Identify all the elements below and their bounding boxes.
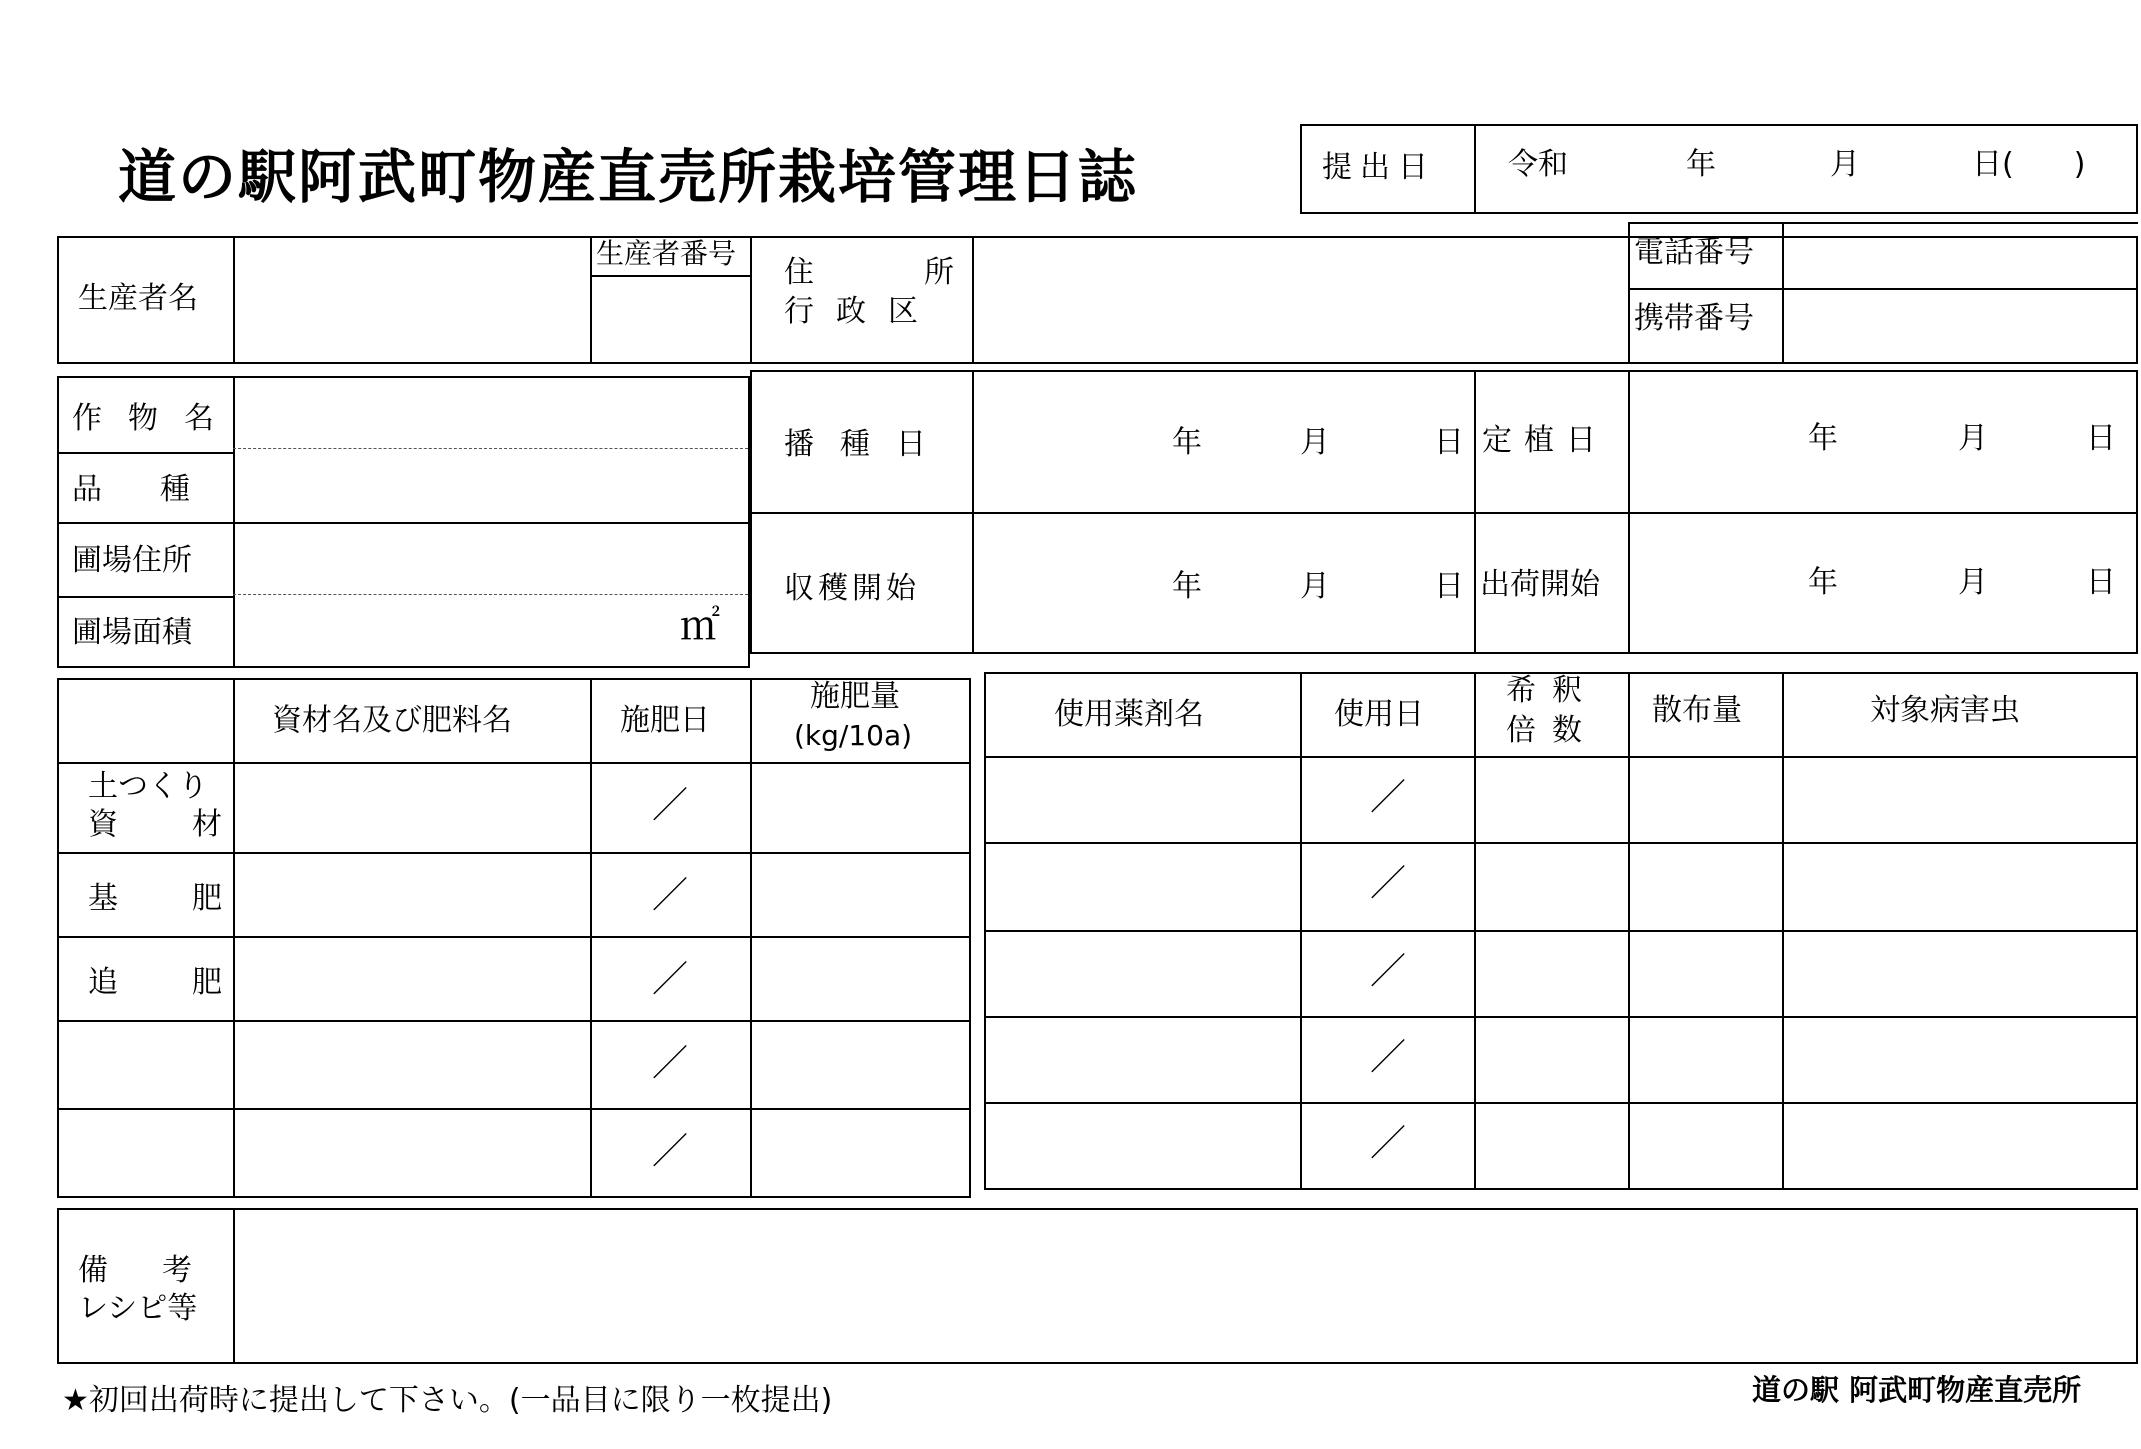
spray-amount-cell[interactable] [1631,1106,1780,1186]
fertilizer-date-slash: ／ [652,959,689,1000]
pesticide-date-cell[interactable] [1303,760,1472,840]
dilution-cell[interactable] [1477,1020,1626,1102]
pesticide-date-slash: ／ [1370,951,1407,992]
dilution-cell[interactable] [1477,934,1626,1016]
fertilizer-row-sublabel: 資 材 [88,807,244,842]
pesticide-name-cell[interactable] [987,934,1298,1016]
fertilizer-date-cell[interactable] [593,856,748,934]
fertilizer-material-cell[interactable] [236,940,588,1018]
spray-amount-cell[interactable] [1631,1020,1780,1102]
fertilizer-row-label: 追 肥 [88,965,244,1000]
organization-name: 道の駅 阿武町物産直売所 [1752,1373,2082,1407]
submit-year-label: 年 [1686,147,1716,182]
planting-date-field[interactable] [1631,374,2135,510]
producer-number-field[interactable] [593,278,748,362]
shipping-start-field[interactable] [1631,516,2135,652]
target-pest-header: 対象病害虫 [1870,693,2020,728]
planting-year-label: 年 [1808,421,1838,456]
planting-label: 定植日 [1482,423,1608,458]
dilution-cell[interactable] [1477,760,1626,840]
submission-note: ★初回出荷時に提出して下さい。(一品目に限り一枚提出) [62,1383,833,1418]
dilution-header: 希釈 [1506,673,1598,708]
submit-month-label: 月 [1830,147,1860,182]
fertilizer-row-label: 基 肥 [88,881,244,916]
page-title: 道の駅阿武町物産直売所栽培管理日誌 [118,143,1139,211]
pesticide-date-slash: ／ [1370,777,1407,818]
pesticide-name-cell[interactable] [987,1106,1298,1186]
fertilizer-material-header: 資材名及び肥料名 [272,703,512,738]
fertilizer-date-slash: ／ [652,1043,689,1084]
crop-name-label: 作物名 [72,401,240,436]
field-address-field[interactable] [236,526,748,592]
fertilizer-date-slash: ／ [652,875,689,916]
dilution-cell[interactable] [1477,1106,1626,1186]
fertilizer-date-slash: ／ [652,1131,689,1172]
shipping-month-label: 月 [1958,565,1988,600]
producer-name-field[interactable] [236,240,588,362]
sowing-label: 播種日 [784,427,952,462]
spray-amount-cell[interactable] [1631,760,1780,840]
shipping-year-label: 年 [1808,565,1838,600]
pesticide-date-cell[interactable] [1303,846,1472,928]
fertilizer-amount-header: 施肥量 [810,679,900,714]
variety-label: 品 種 [72,472,204,507]
submit-date-label: 提出日 [1322,150,1436,185]
dilution-ratio-header: 倍数 [1506,713,1598,748]
phone-label: 電話番号 [1634,235,1754,270]
planting-day-label: 日 [2086,421,2116,456]
harvest-start-label: 収穫開始 [784,571,920,606]
producer-name-label: 生産者名 [78,281,198,316]
mobile-field[interactable] [1785,291,2135,361]
fertilizer-amount-cell[interactable] [753,766,968,850]
target-pest-cell[interactable] [1785,760,2135,840]
fertilizer-material-cell[interactable] [236,766,588,850]
fertilizer-date-cell[interactable] [593,1024,748,1106]
pesticide-name-cell[interactable] [987,846,1298,928]
field-area-field[interactable] [236,598,676,664]
fertilizer-date-cell[interactable] [593,1112,748,1196]
phone-field[interactable] [1785,225,2135,285]
field-area-label: 圃場面積 [72,615,192,650]
pesticide-date-slash: ／ [1370,863,1407,904]
sowing-date-field[interactable] [975,374,1471,510]
producer-number-label: 生産者番号 [596,237,737,270]
planting-month-label: 月 [1958,421,1988,456]
fertilizer-date-header: 施肥日 [620,703,710,738]
variety-field[interactable] [236,452,748,520]
spray-amount-cell[interactable] [1631,934,1780,1016]
fertilizer-amount-cell[interactable] [753,856,968,934]
fertilizer-material-cell[interactable] [236,1112,588,1196]
pesticide-date-cell[interactable] [1303,1020,1472,1102]
pesticide-name-cell[interactable] [987,760,1298,840]
pesticide-name-cell[interactable] [987,1020,1298,1102]
pesticide-date-header: 使用日 [1334,697,1424,732]
target-pest-cell[interactable] [1785,1106,2135,1186]
spray-amount-header: 散布量 [1652,693,1742,728]
target-pest-cell[interactable] [1785,934,2135,1016]
fertilizer-date-slash: ／ [652,785,689,826]
field-address-label: 圃場住所 [72,543,192,578]
fertilizer-amount-unit: (kg/10a) [794,719,913,752]
fertilizer-amount-cell[interactable] [753,1024,968,1106]
fertilizer-material-cell[interactable] [236,856,588,934]
remarks-field[interactable] [236,1212,2134,1360]
fertilizer-row-label-field[interactable] [60,1112,230,1196]
recipe-label: レシピ等 [78,1291,198,1326]
fertilizer-amount-cell[interactable] [753,940,968,1018]
target-pest-cell[interactable] [1785,846,2135,928]
address-field[interactable] [975,240,1625,362]
dilution-cell[interactable] [1477,846,1626,928]
era-label: 令和 [1508,147,1568,182]
remarks-label: 備 考 [78,1253,204,1288]
fertilizer-row-label: 土つくり [88,769,208,804]
sowing-month-label: 月 [1300,425,1330,460]
shipping-day-label: 日 [2086,565,2116,600]
submit-day-label: 日( ) [1972,147,2086,182]
pesticide-date-cell[interactable] [1303,934,1472,1016]
fertilizer-date-cell[interactable] [593,766,748,850]
harvest-year-label: 年 [1172,569,1202,604]
target-pest-cell[interactable] [1785,1020,2135,1102]
fertilizer-material-cell[interactable] [236,1024,588,1106]
shipping-start-label: 出荷開始 [1480,567,1600,602]
sowing-day-label: 日 [1434,425,1464,460]
harvest-start-field[interactable] [975,516,1471,652]
area-unit: ㎡ [680,603,720,649]
mobile-label: 携帯番号 [1634,301,1754,336]
crop-name-field[interactable] [236,380,748,446]
fertilizer-row-label-field[interactable] [60,1024,230,1106]
fertilizer-date-cell[interactable] [593,940,748,1018]
pesticide-name-header: 使用薬剤名 [1054,697,1204,732]
pesticide-date-slash: ／ [1370,1037,1407,1078]
submit-year-field[interactable] [1560,140,1690,190]
harvest-day-label: 日 [1434,569,1464,604]
address-label: 住 所 [784,255,994,290]
sowing-year-label: 年 [1172,425,1202,460]
submit-day-field[interactable] [1880,140,1970,190]
harvest-month-label: 月 [1300,569,1330,604]
district-label: 行政区 [784,294,940,329]
submit-month-field[interactable] [1730,140,1830,190]
spray-amount-cell[interactable] [1631,846,1780,928]
pesticide-date-cell[interactable] [1303,1106,1472,1186]
pesticide-date-slash: ／ [1370,1123,1407,1164]
fertilizer-amount-cell[interactable] [753,1112,968,1196]
